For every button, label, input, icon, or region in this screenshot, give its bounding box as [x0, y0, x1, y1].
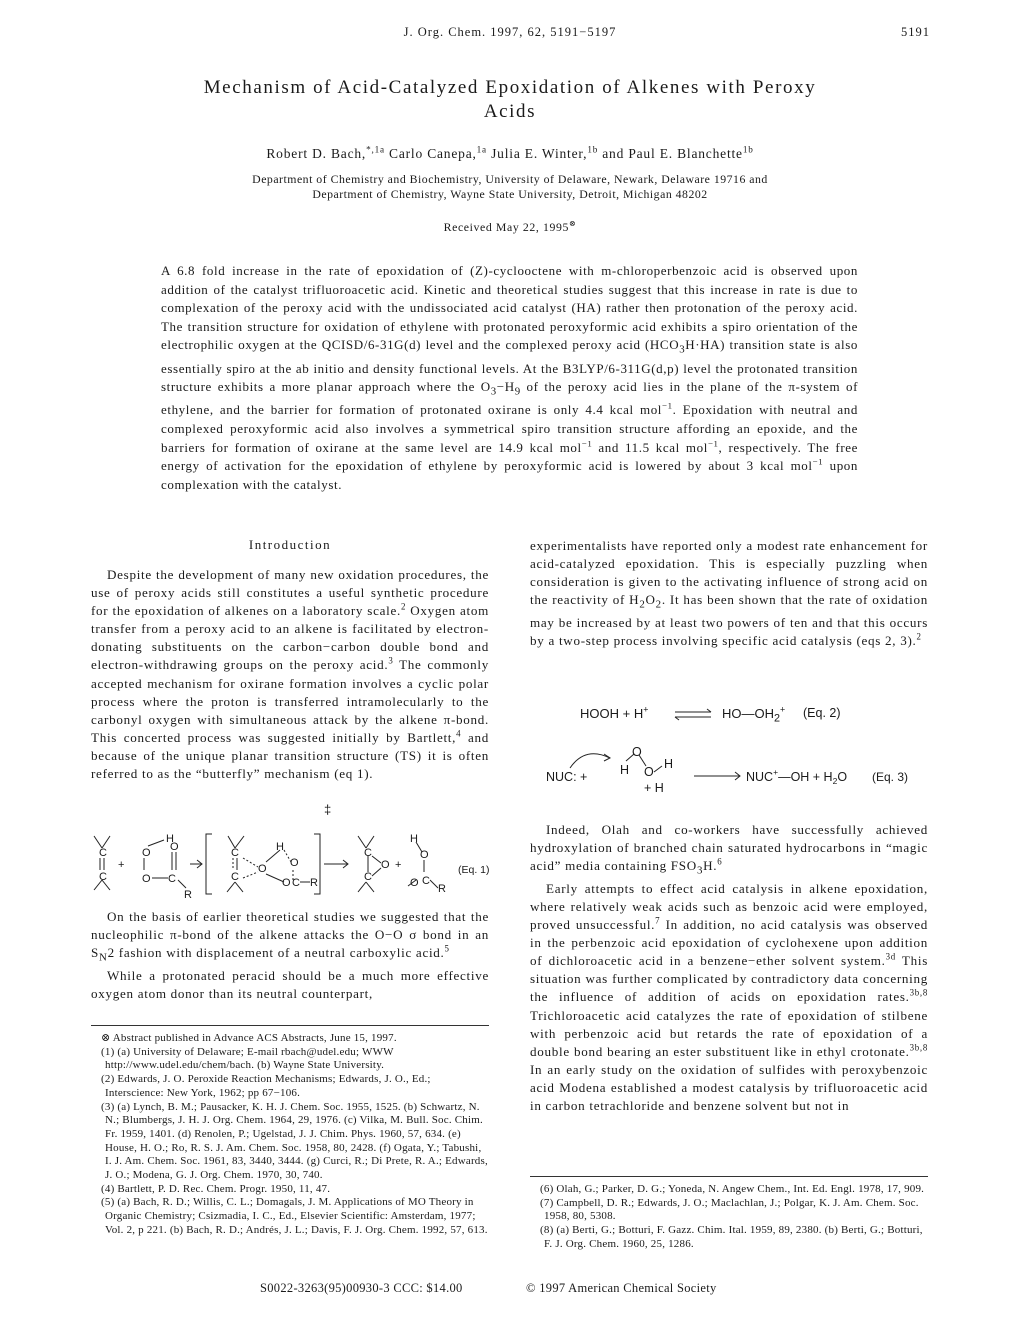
left-footnotes — [91, 1032, 489, 1238]
svg-text:C: C — [168, 873, 176, 885]
footnote-1: (1) (a) University of Delaware; E-mail rbach@udel.edu; WWW http://www.udel.edu/chem/bach. (b) Wayne State University. — [101, 1045, 394, 1072]
paragraph-text: H. — [703, 858, 718, 874]
paragraph-text: In addition, no acid catalysis was observed in the perbenzoic acid epoxidation of cyclohexene upon addition of dichloroacetic acid in a benzene−ether solvent system. — [530, 917, 928, 969]
equation-2-charge: + — [643, 704, 649, 715]
paragraph-text: and because of the unique planar transition structure (TS) it is often referred to as the “butterfly” mechanism (eq 1). — [91, 729, 489, 782]
svg-text:O: O — [142, 847, 151, 859]
svg-text:O: O — [282, 877, 291, 889]
equation-1-scheme — [88, 800, 493, 900]
paragraph-text: Early attempts to effect acid catalysis in alkene epoxidation, where relatively weak acids such as benzoic acid were employed, proved unsuccessful. — [530, 880, 928, 933]
svg-text:H: H — [410, 833, 418, 845]
intro-paragraph-2 — [91, 908, 489, 967]
svg-text:C: C — [99, 847, 107, 859]
equation-3-proton: + H — [644, 781, 664, 795]
right-column-block-2 — [530, 821, 928, 1115]
citation-ref: 2 — [916, 631, 922, 642]
svg-text:O: O — [258, 863, 267, 875]
svg-text:R: R — [184, 889, 192, 900]
citation-ref: 4 — [456, 728, 462, 739]
paragraph-text: Oxygen atom transfer from a peroxy acid to an alkene is facilitated by electron-donating substituents on the carbon−carbon double bond and electron-withdrawing groups on the peroxy acid. — [91, 603, 489, 673]
author-winter-affil: 1b — [587, 144, 599, 155]
svg-text:C: C — [364, 847, 372, 859]
paragraph-text: Trichloroacetic acid catalyzes the rate of epoxidation of stilbene with perbenzoic acid but retards the rate of epoxidation of a double bond bearing an ester substituent like in ethyl crotonate. — [530, 1007, 928, 1059]
equation-3-scheme — [540, 744, 925, 800]
equation-2-right — [722, 706, 785, 725]
abstract-text: −H — [496, 379, 515, 395]
footnote-8: (8) (a) Berti, G.; Botturi, F. Gazz. Chim. Ital. 1959, 89, 2380. (b) Berti, G.; Botturi, F. J. Org. Chem. 1960, 25, 1286. — [540, 1224, 923, 1250]
abstract-text: A 6.8 fold increase in the rate of epoxidation of (Z)-cyclooctene with m-chloroperbenzoic acid is observed upon addition of the catalyst trifluoroacetic acid. Kinetic and theoretical studies suggest that this increase in rate is due to complexation of the peroxy acid with the undissociated acid catalyst (HA) rather then protonation of the peroxy acid. The transition structure for oxidation of ethylene with protonated peroxyformic acid exhibits a spiro orientation of the electrophilic oxygen at the QCISD/6-31G(d) level and the complexed peroxy acid (HCO — [161, 263, 858, 353]
subscript: N — [98, 951, 108, 964]
paragraph-text: 2 fashion with displacement of a neutral carboxylic acid. — [107, 945, 445, 961]
footnote-3: (3) (a) Lynch, B. M.; Pausacker, K. H. J. Chem. Soc. 1955, 1525. (b) Schwartz, N. N.; Blumbergs, J. H. J. Org. Chem. 1964, 29, 1976. (c) Vilka, M. Bull. Soc. Chim. Fr. 1959, 1401. (d) Renolen, P.; Ugelstad, J. J. Chim. Phys. 1960, 57, 634. (e) House, H. O.; Ro, R. S. J. Am. Chem. Soc. 1958, 80, 2428. (f) Ogata, Y.; Tabushi, I. J. Am. Chem. Soc. 1961, 83, 3440, 3444. (g) Curci, R.; Di Prete, R. A.; Edwards, J. O.; Modena, G. J. Org. Chem. 1970, 30, 740. — [101, 1100, 488, 1182]
section-heading-introduction: Introduction — [248, 537, 332, 552]
svg-text:C: C — [364, 871, 372, 883]
citation-ref: 6 — [717, 856, 723, 867]
intro-paragraph-1 — [91, 566, 489, 783]
equation-3-oxygen: O — [632, 745, 642, 759]
svg-text:O: O — [290, 857, 299, 869]
equation-3-product: NUC — [746, 770, 774, 784]
subscript: 2 — [639, 598, 646, 611]
citation-ref: 2 — [400, 601, 407, 612]
subscript: 3 — [696, 864, 704, 877]
svg-text:+: + — [118, 859, 125, 871]
equation-3-water-oxygen: O — [837, 770, 848, 784]
svg-text:O: O — [142, 873, 151, 885]
affiliation-delaware: Department of Chemistry and Biochemistry, University of Delaware, Newark, Delaware 19716 and — [252, 172, 768, 186]
abstract-sup: −1 — [662, 401, 673, 412]
author-blanchette-affil: 1b — [742, 144, 754, 155]
citation-ref: 7 — [655, 915, 661, 926]
abstract-sup: −1 — [581, 438, 593, 449]
footnote-2: (2) Edwards, J. O. Peroxide Reaction Mechanisms; Edwards, J. O., Ed.; Interscience: New York, 1962; pp 67−106. — [101, 1073, 431, 1099]
abstract-sub: 3 — [679, 343, 686, 356]
svg-text:NUC+—OH + H2O — [746, 767, 847, 786]
received-text: Received May 22, 1995 — [443, 220, 569, 234]
equation-3-label: (Eq. 3) — [872, 770, 909, 784]
citation-ref: 3 — [388, 656, 394, 667]
svg-text:+: + — [395, 859, 402, 871]
right-column-block-1 — [530, 537, 928, 650]
equation-3-hydrogen: H — [664, 757, 674, 771]
footnote-7: (7) Campbell, D. R.; Edwards, J. O.; Maclachlan, J.; Polgar, K. J. Am. Chem. Soc. 1958, 80, 5308. — [540, 1196, 919, 1223]
intro-paragraph-5 — [530, 821, 928, 880]
paragraph-text: O — [645, 592, 656, 608]
paper-title — [100, 76, 920, 124]
svg-text:R: R — [310, 877, 318, 889]
abstract-text: . Epoxidation with neutral and complexed peroxyformic acid also involves a symmetrical spiro transition structure affording an epoxide, and the barriers for formation of oxirane at the same level are 14.9 kcal mol — [161, 402, 858, 455]
paragraph-text: This situation was further complicated by contradictory data concerning the influence of addition of acids on epoxidation rates. — [530, 953, 928, 1005]
paragraph-text: Indeed, Olah and co-workers have successfully achieved hydroxylation of branched chain saturated hydrocarbons in “magic acid” media containing FSO — [530, 822, 928, 874]
author-canepa-affil: 1a — [476, 144, 487, 155]
received-mark: ⊗ — [568, 219, 577, 229]
title-line-2: Acids — [483, 101, 537, 122]
svg-text:C: C — [231, 847, 239, 859]
footnote-abstract-published: ⊗ Abstract published in Advance ACS Abstracts, June 15, 1997. — [101, 1032, 397, 1044]
footnote-6: (6) Olah, G.; Parker, D. G.; Yoneda, N. Angew Chem., Int. Ed. Engl. 1978, 17, 909. — [540, 1183, 925, 1195]
citation-ref: 5 — [444, 943, 450, 954]
equilibrium-arrow-icon — [673, 708, 713, 722]
svg-text:O: O — [381, 859, 390, 871]
svg-text:C: C — [292, 877, 300, 889]
equation-1-label: (Eq. 1) — [458, 864, 490, 876]
author-list — [100, 146, 920, 162]
svg-text:‡: ‡ — [324, 802, 332, 817]
abstract-sup: −1 — [812, 456, 824, 467]
svg-text:O: O — [170, 841, 179, 853]
paragraph-text: experimentalists have reported only a modest rate enhancement for acid-catalyzed epoxidation. This is especially puzzling when consideration is given to the activating influence of strong acid on the reactivity of H — [530, 538, 928, 608]
svg-text:C: C — [231, 871, 239, 883]
citation-ref: 3b,8 — [909, 988, 928, 999]
equation-2-subscript: 2 — [774, 712, 781, 725]
author-bach: Robert D. Bach, — [266, 146, 367, 161]
equation-2-reactants: HOOH + H — [580, 706, 644, 721]
svg-text:H: H — [166, 833, 174, 845]
paragraph-text: Despite the development of many new oxidation procedures, the use of peroxy acids still constitutes a useful synthetic procedure for the epoxidation of alkenes on a laboratory scale. — [91, 567, 489, 619]
right-footnotes — [530, 1183, 928, 1252]
left-column-block-2 — [91, 908, 489, 1003]
journal-citation: J. Org. Chem. 1997, 62, 5191−5197 — [403, 25, 617, 39]
citation-ref: 3b,8 — [909, 1042, 928, 1053]
abstract-sup: −1 — [707, 438, 719, 449]
intro-paragraph-4 — [530, 537, 928, 650]
footnote-divider — [530, 1176, 928, 1177]
equation-3-hydrogen: H — [620, 763, 630, 777]
equation-3-oxygen: O — [644, 765, 654, 779]
footnote-divider — [91, 1025, 489, 1026]
author-blanchette: and Paul E. Blanchette — [598, 146, 743, 161]
author-canepa: Carlo Canepa, — [384, 146, 477, 161]
equation-2-left — [580, 706, 648, 721]
citation-ref: 3d — [885, 951, 896, 962]
equation-2-label: (Eq. 2) — [803, 706, 841, 720]
author-winter: Julia E. Winter, — [486, 146, 588, 161]
svg-text:C: C — [422, 875, 430, 887]
equation-2-charge: + — [780, 704, 786, 715]
left-column-block-1 — [91, 566, 489, 783]
intro-paragraph-3: While a protonated peracid should be a much more effective oxygen atom donor than its neutral counterpart, — [91, 967, 489, 1001]
abstract-sub: 9 — [514, 385, 521, 398]
abstract-text: of the peroxy acid lies in the plane of the π-system of ethylene, and the barrier for formation of protonated oxirane is only 4.4 kcal mol — [161, 379, 859, 418]
footnote-5: (5) (a) Bach, R. D.; Willis, C. L.; Domagals, J. M. Applications of MO Theory in Organic Chemistry; Csizmadia, I. C., Ed., Elsevier Scientific: Amsterdam, 1977; Vol. 2, p 221. (b) Bach, R. D.; Andrés, J. L.; Davis, F. J. Org. Chem. 1992, 57, 613. — [101, 1196, 488, 1236]
svg-text:O: O — [420, 849, 429, 861]
abstract-text: H·HA) transition state is also essentially spiro at the ab initio and density functional levels. At the B3LYP/6-311G(d,p) level the protonated transition structure exhibits a more planar approach where the O — [161, 337, 858, 395]
affiliation-wayne-state: Department of Chemistry, Wayne State University, Detroit, Michigan 48202 — [312, 187, 708, 201]
equation-2-products: HO—OH — [722, 706, 774, 721]
svg-text:R: R — [438, 883, 446, 895]
equation-3-nucleophile: NUC: + — [546, 770, 588, 784]
svg-text:O: O — [410, 877, 419, 889]
affiliations — [150, 172, 870, 202]
paragraph-text: The commonly accepted mechanism for oxirane formation involves a cyclic polar process where the proton is transferred intramolecularly to the carbonyl oxygen with simultaneous attack by the alkene π-bond. This concerted process was suggested initially by Bartlett, — [91, 657, 489, 745]
svg-text:C: C — [99, 871, 107, 883]
title-line-1: Mechanism of Acid-Catalyzed Epoxidation of Alkenes with Peroxy — [203, 77, 817, 98]
equation-3-product-rest: —OH + H — [778, 770, 833, 784]
equation-3-subscript: 2 — [832, 776, 838, 786]
abstract-text: and 11.5 kcal mol — [592, 439, 708, 455]
author-bach-affil: *,1a — [366, 144, 385, 155]
abstract-text: upon complexation with the catalyst. — [161, 458, 858, 492]
paragraph-text: On the basis of earlier theoretical studies we suggested that the nucleophilic π-bond of the alkene attacks the O−O σ bond in an S — [91, 909, 489, 961]
footer-copyright: © 1997 American Chemical Society — [526, 1281, 717, 1295]
paragraph-text: . It has been shown that the rate of oxidation may be increased by at least two powers of ten and that this occurs by a two-step process involving specific acid catalysis (eqs 2, 3). — [530, 592, 928, 649]
abstract-text: , respectively. The free energy of activation for the epoxidation of ethylene by peroxyformic acid is lowered by about 3 kcal mol — [161, 439, 858, 474]
paragraph-text: In an early study on the oxidation of sulfides with peroxybenzoic acid Modena established a modest catalysis by trifluoroacetic acid in carbon tetrachloride and benzene solvent but not in — [530, 1061, 928, 1114]
footnote-4: (4) Bartlett, P. D. Rec. Chem. Progr. 1950, 11, 47. — [101, 1182, 331, 1195]
equation-3-charge: + — [773, 767, 779, 777]
page-number: 5191 — [901, 25, 930, 39]
intro-paragraph-6 — [530, 880, 928, 1115]
subscript: 2 — [655, 598, 662, 611]
abstract-sub: 3 — [490, 385, 497, 398]
footer-code: S0022-3263(95)00930-3 CCC: $14.00 — [260, 1281, 463, 1295]
abstract — [161, 262, 858, 494]
received-date — [100, 220, 920, 235]
svg-text:H: H — [276, 841, 284, 853]
